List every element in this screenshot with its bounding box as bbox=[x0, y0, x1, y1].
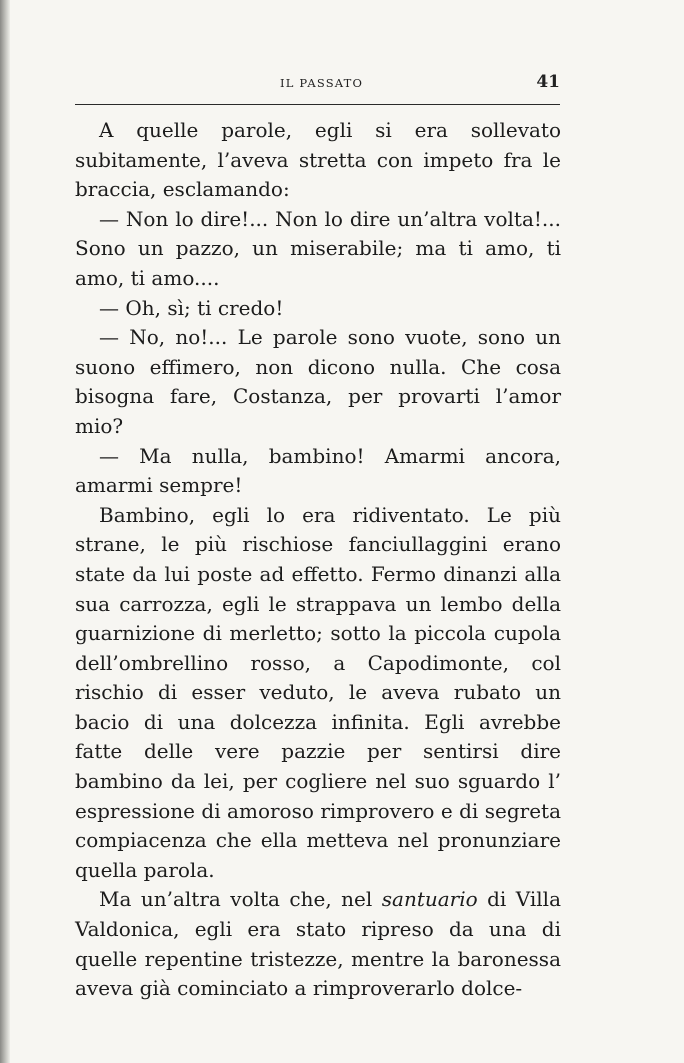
paragraph: — No, no!... Le parole sono vuote, sono un suono effimero, non dicono nulla. Che cosa bisogna fare, Costanza, per provarti l’amor mio? bbox=[75, 325, 561, 438]
italic-word: santuario bbox=[381, 887, 478, 912]
paragraph: A quelle parole, egli si era sollevato subitamente, l’aveva stretta con impeto fra le braccia, esclamando: bbox=[75, 118, 561, 202]
paragraph bbox=[75, 885, 561, 1003]
paragraph: — Oh, sì; ti credo! bbox=[99, 295, 284, 320]
paragraph: — Ma nulla, bambino! Amarmi ancora, amarmi sempre! bbox=[75, 443, 561, 498]
body-text bbox=[75, 116, 561, 1004]
paragraph: — Non lo dire!... Non lo dire un’altra volta!... Sono un pazzo, un miserabile; ma ti amo, ti amo, ti amo.... bbox=[75, 206, 561, 290]
page-binding-edge bbox=[0, 0, 10, 1063]
page-number: 41 bbox=[536, 72, 560, 92]
page-header bbox=[75, 70, 560, 105]
running-title: IL PASSATO bbox=[280, 76, 364, 90]
paragraph: Bambino, egli lo era ridiventato. Le più strane, le più rischiose fanciullaggini erano state da lui poste ad effetto. Fermo dinanzi alla sua carrozza, egli le strappava un lembo della guarnizione di merletto; sotto la piccola cupola dell’ombrellino rosso, a Capodimonte, col rischio di esser veduto, le aveva rubato un bacio di una dolcezza infinita. Egli avrebbe fatte delle vere pazzie per sentirsi dire bambino da lei, per cogliere nel suo sguardo l’ espressione di amoroso rimprovero e di segreta compiacenza che ella metteva nel pronunziare quella parola. bbox=[75, 502, 561, 882]
paragraph-text: di Villa Valdonica, egli era stato ripreso da una di quelle repentine tristezze, mentre la baronessa aveva già cominciato a rimproverarlo dolce- bbox=[75, 887, 561, 1001]
paragraph-text: Ma un’altra volta che, nel bbox=[99, 887, 382, 912]
